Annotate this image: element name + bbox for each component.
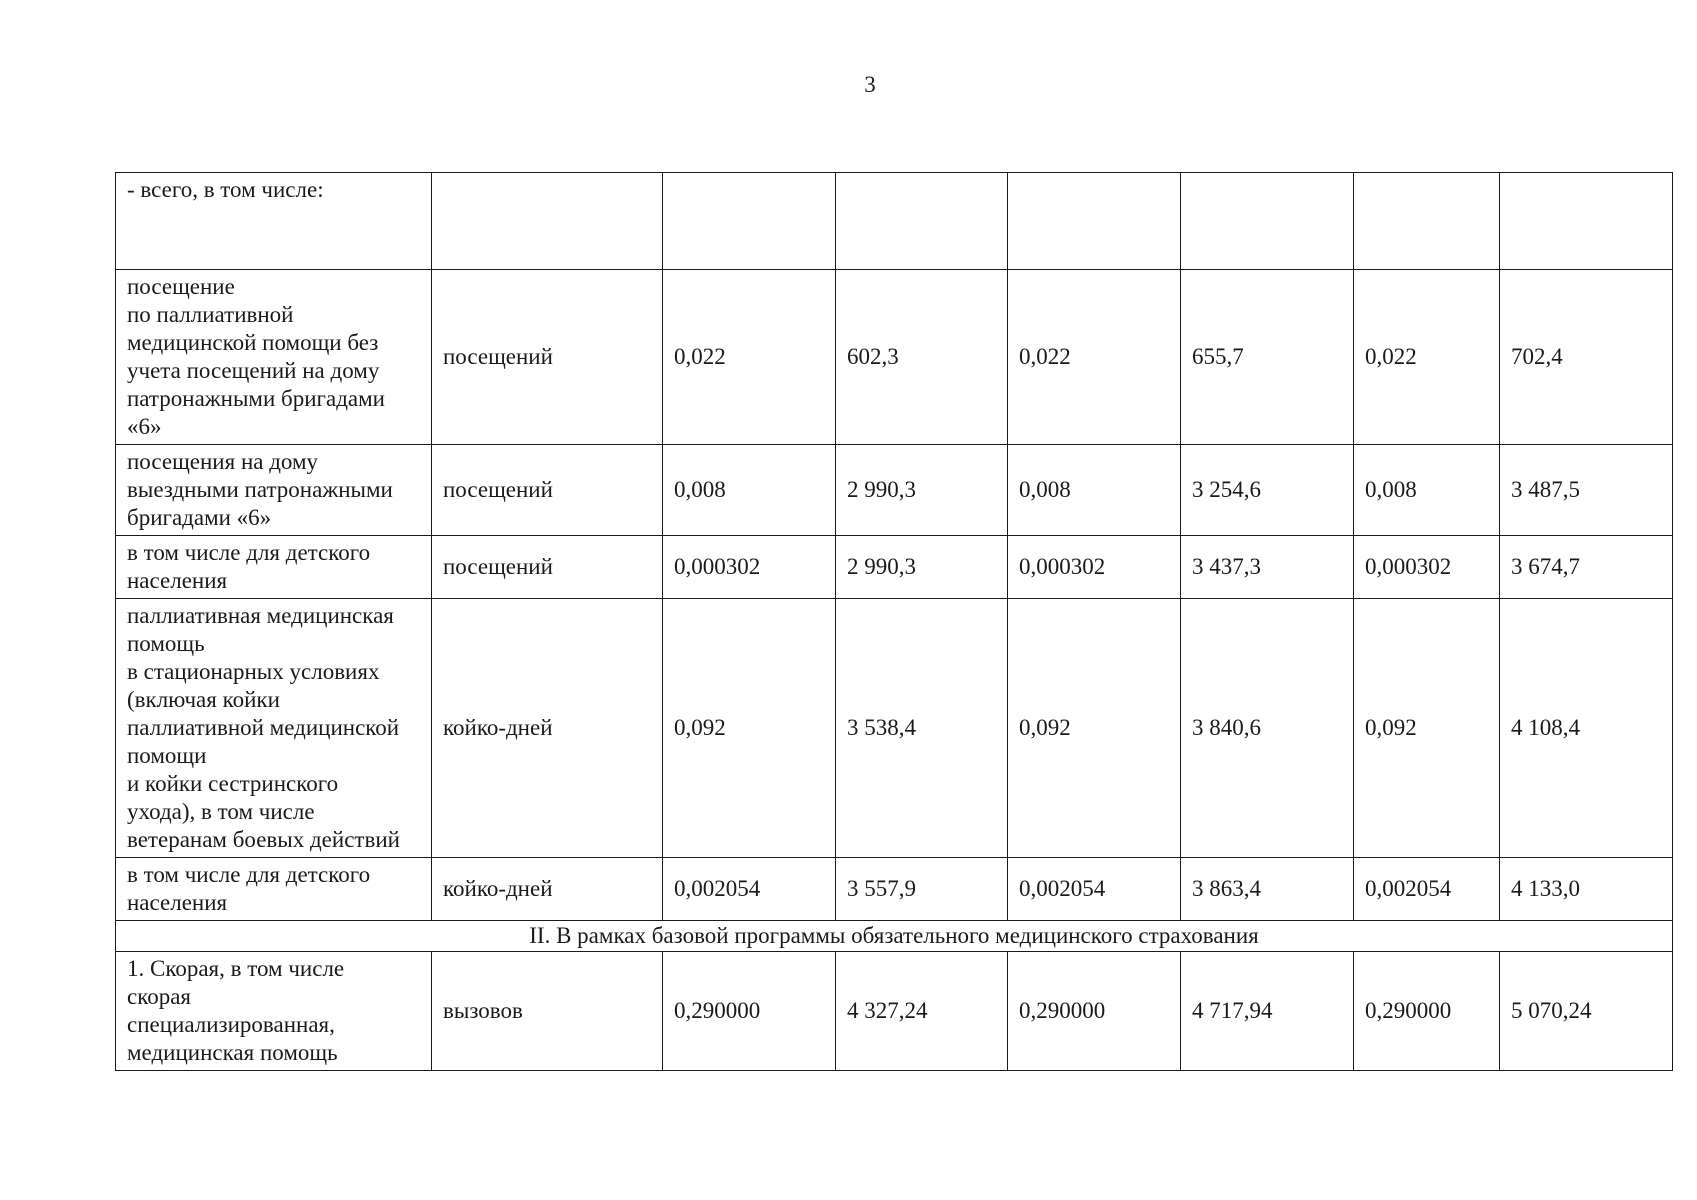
label-line: паллиативной медицинской [127,715,400,740]
label-line: ветеранам боевых действий [127,827,400,852]
label-line: и койки сестринского [127,771,339,796]
value-cell: 655,7 [1181,270,1354,445]
label-line: в том числе для детского [127,862,371,887]
value-cell: 0,000302 [1008,536,1181,599]
page-number: 3 [864,72,876,97]
label-line: населения [127,890,228,915]
table-row-total [116,173,1673,270]
label-line: медицинская помощь [127,1040,338,1065]
label-line: скорая [127,984,192,1009]
empty-cell [663,173,836,270]
unit-cell: посещений [432,445,663,536]
unit-cell: койко-дней [432,599,663,858]
value-cell: 0,008 [663,445,836,536]
value-cell: 0,000302 [663,536,836,599]
value-cell: 0,092 [1008,599,1181,858]
value-cell: 3 863,4 [1181,858,1354,921]
value-cell: 0,290000 [1008,952,1181,1071]
value-cell: 0,002054 [1354,858,1500,921]
row-label [116,536,432,599]
unit-cell: койко-дней [432,858,663,921]
label-line: бригадами «6» [127,505,272,530]
empty-cell [1354,173,1500,270]
value-cell: 602,3 [836,270,1008,445]
label-line: медицинской помощи без [127,330,379,355]
empty-cell [1181,173,1354,270]
label-line: в том числе для детского [127,540,371,565]
value-cell: 0,002054 [1008,858,1181,921]
value-cell: 0,000302 [1354,536,1500,599]
label-line: населения [127,568,228,593]
label-line: посещение [127,274,235,299]
value-cell: 3 437,3 [1181,536,1354,599]
value-cell: 0,008 [1008,445,1181,536]
value-cell: 3 557,9 [836,858,1008,921]
norms-table [115,172,1673,1071]
section-title: II. В рамках базовой программы обязательного медицинского страхования [116,921,1673,952]
value-cell: 4 108,4 [1500,599,1673,858]
label-line: специализированная, [127,1012,335,1037]
label-line: (включая койки [127,687,280,712]
value-cell: 2 990,3 [836,445,1008,536]
label-line: паллиативная медицинская [127,603,394,628]
label-line: ухода), в том числе [127,799,315,824]
value-cell: 5 070,24 [1500,952,1673,1071]
table-row [116,599,1673,858]
table-row [116,536,1673,599]
value-cell: 4 133,0 [1500,858,1673,921]
table-row [116,952,1673,1071]
value-cell: 3 538,4 [836,599,1008,858]
label-line: по паллиативной [127,302,294,327]
label-line: «6» [127,414,162,439]
value-cell: 0,290000 [663,952,836,1071]
row-label [116,952,432,1071]
value-cell: 2 990,3 [836,536,1008,599]
label-line: посещения на дому [127,449,319,474]
unit-cell: посещений [432,270,663,445]
label-line: патронажными бригадами [127,386,385,411]
value-cell: 4 327,24 [836,952,1008,1071]
label-line: учета посещений на дому [127,358,380,383]
label-line: в стационарных условиях [127,659,380,684]
table-row [116,858,1673,921]
value-cell: 0,092 [663,599,836,858]
empty-cell [1008,173,1181,270]
label-line: выездными патронажными [127,477,393,502]
value-cell: 0,008 [1354,445,1500,536]
value-cell: 0,092 [1354,599,1500,858]
value-cell: 0,290000 [1354,952,1500,1071]
label-line: помощи [127,743,207,768]
value-cell: 3 254,6 [1181,445,1354,536]
unit-cell: посещений [432,536,663,599]
value-cell: 0,022 [1008,270,1181,445]
unit-cell: вызовов [432,952,663,1071]
value-cell: 3 840,6 [1181,599,1354,858]
table-row [116,270,1673,445]
row-label: - всего, в том числе: [116,173,432,270]
value-cell: 702,4 [1500,270,1673,445]
value-cell: 0,002054 [663,858,836,921]
value-cell: 3 674,7 [1500,536,1673,599]
empty-cell [1500,173,1673,270]
value-cell: 3 487,5 [1500,445,1673,536]
row-label [116,858,432,921]
value-cell: 0,022 [1354,270,1500,445]
section-header-row [116,921,1673,952]
empty-cell [432,173,663,270]
value-cell: 4 717,94 [1181,952,1354,1071]
value-cell: 0,022 [663,270,836,445]
row-label [116,445,432,536]
row-label [116,599,432,858]
row-label [116,270,432,445]
empty-cell [836,173,1008,270]
label-line: 1. Скорая, в том числе [127,956,345,981]
label-line: помощь [127,631,205,656]
table-row [116,445,1673,536]
